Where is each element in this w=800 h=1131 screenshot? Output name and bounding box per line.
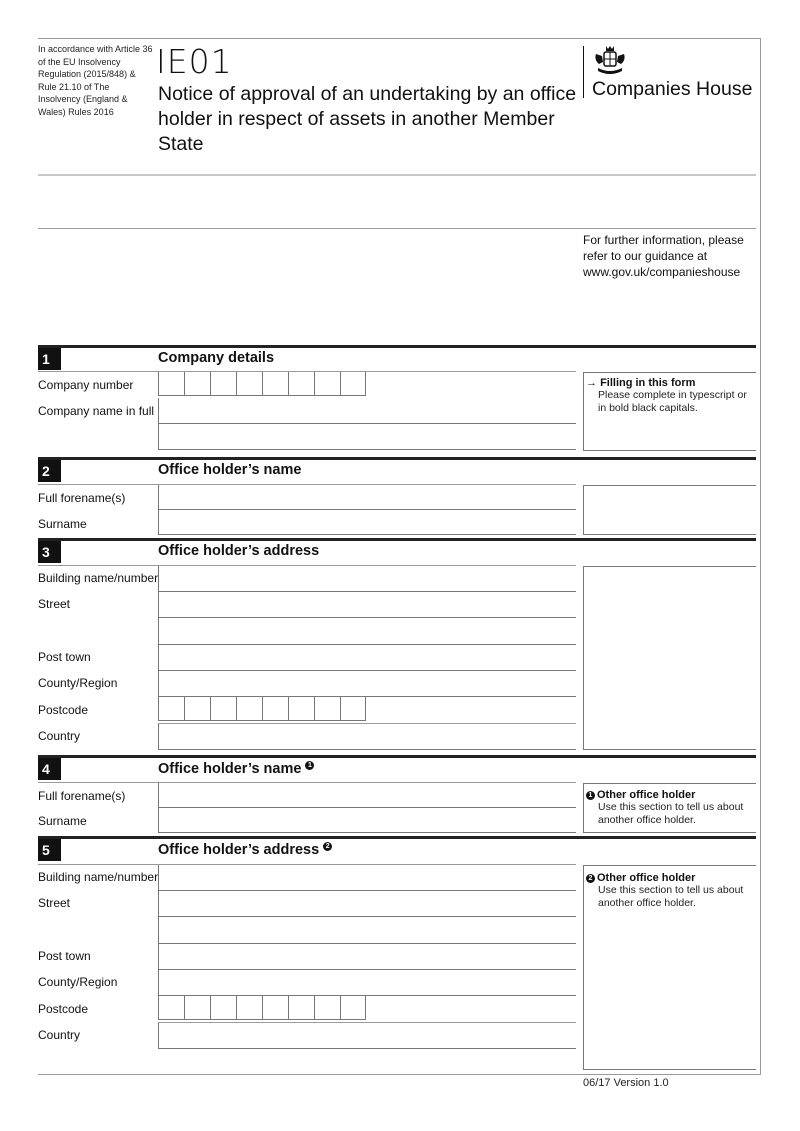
building-field-2[interactable] <box>158 865 576 891</box>
company-number-field[interactable] <box>158 372 366 396</box>
building-field[interactable] <box>158 566 576 592</box>
section-4-title <box>158 760 316 777</box>
street-label-2: Street <box>38 896 71 910</box>
section-5-rule <box>38 836 756 839</box>
company-number-box[interactable] <box>236 372 262 396</box>
section-4-number: 4 <box>38 758 61 780</box>
section-2-rule <box>38 457 756 460</box>
filling-in-note-title-text: Filling in this form <box>600 377 696 389</box>
surname-field-2[interactable] <box>158 808 576 833</box>
section-2-title: Office holder’s name <box>158 462 302 478</box>
post-town-label-2: Post town <box>38 949 91 963</box>
section-1-title: Company details <box>158 350 275 366</box>
section-2-side-box <box>583 485 756 535</box>
postcode-box[interactable] <box>210 996 236 1020</box>
postcode-field[interactable] <box>158 697 366 721</box>
company-number-box[interactable] <box>184 372 210 396</box>
postcode-box[interactable] <box>236 996 262 1020</box>
postcode-box[interactable] <box>158 697 184 721</box>
other-office-holder-note-1-body: Use this section to tell us about another office holder. <box>598 801 744 826</box>
section-3-side-box <box>583 566 756 750</box>
note-marker-2-icon: 2 <box>586 874 595 883</box>
county-field[interactable] <box>158 671 576 697</box>
country-label-2: Country <box>38 1028 81 1042</box>
other-office-holder-note-1-title <box>586 789 756 801</box>
postcode-box[interactable] <box>210 697 236 721</box>
postcode-box[interactable] <box>262 697 288 721</box>
section-4-title-text: Office holder’s name <box>158 761 302 777</box>
section-1-rule <box>38 345 756 348</box>
county-label-2: County/Region <box>38 975 118 989</box>
surname-label: Surname <box>38 517 87 531</box>
arrow-right-icon: → <box>586 377 601 389</box>
postcode-box[interactable] <box>158 996 184 1020</box>
postcode-box[interactable] <box>340 697 366 721</box>
postcode-box[interactable] <box>288 996 314 1020</box>
section-2-number: 2 <box>38 460 61 482</box>
postcode-box[interactable] <box>340 996 366 1020</box>
post-town-label: Post town <box>38 650 91 664</box>
company-number-box[interactable] <box>340 372 366 396</box>
other-office-holder-note-1-title-text: Other office holder <box>597 789 696 801</box>
postcode-field-2[interactable] <box>158 996 366 1020</box>
royal-crest-icon <box>592 44 628 78</box>
company-number-box[interactable] <box>288 372 314 396</box>
street-field-2-line-1[interactable] <box>158 891 576 917</box>
forename-label-2: Full forename(s) <box>38 789 126 803</box>
county-label: County/Region <box>38 676 118 690</box>
section-4-rule <box>38 755 756 758</box>
form-code: IE01 <box>156 42 233 81</box>
form-version: 06/17 Version 1.0 <box>583 1077 669 1089</box>
forename-field-2[interactable] <box>158 783 576 808</box>
page-frame-top <box>38 38 761 39</box>
company-number-box[interactable] <box>262 372 288 396</box>
other-office-holder-note-2 <box>583 865 756 1070</box>
building-label: Building name/number <box>38 571 159 585</box>
header-rule <box>38 174 756 176</box>
building-label-2: Building name/number <box>38 870 159 884</box>
other-office-holder-note-1 <box>583 783 756 833</box>
page-frame-bottom <box>38 1074 761 1075</box>
country-field-2[interactable] <box>158 1023 576 1049</box>
postcode-box[interactable] <box>288 697 314 721</box>
filling-in-note-title <box>586 377 756 389</box>
postcode-box[interactable] <box>314 996 340 1020</box>
other-office-holder-note-2-body: Use this section to tell us about another office holder. <box>598 884 744 909</box>
section-3-number: 3 <box>38 541 61 563</box>
street-label: Street <box>38 597 71 611</box>
street-field-2-line-2[interactable] <box>158 917 576 944</box>
filling-in-note <box>583 372 756 451</box>
note-marker-1 <box>305 760 316 771</box>
note-marker-1-icon: 1 <box>586 791 595 800</box>
country-field[interactable] <box>158 724 576 750</box>
other-office-holder-note-2-title <box>586 872 756 884</box>
company-number-box[interactable] <box>210 372 236 396</box>
postcode-label-2: Postcode <box>38 1002 89 1016</box>
other-office-holder-note-2-title-text: Other office holder <box>597 872 696 884</box>
forename-field[interactable] <box>158 485 576 510</box>
brand-name: Companies House <box>592 78 753 100</box>
surname-field[interactable] <box>158 510 576 535</box>
note-marker-2-text: 2 <box>323 842 332 851</box>
postcode-box[interactable] <box>314 697 340 721</box>
post-town-field-2[interactable] <box>158 944 576 970</box>
page-frame-right <box>760 38 761 1075</box>
section-5-number: 5 <box>38 839 61 861</box>
post-town-field[interactable] <box>158 645 576 671</box>
section-3-title: Office holder’s address <box>158 543 320 559</box>
form-title: Notice of approval of an undertaking by an office holder in respect of assets in another Member State <box>158 83 577 155</box>
street-field-line-1[interactable] <box>158 592 576 618</box>
section-1-number: 1 <box>38 348 61 370</box>
postcode-box[interactable] <box>236 697 262 721</box>
postcode-box[interactable] <box>184 996 210 1020</box>
brand-divider <box>583 46 584 98</box>
company-name-label: Company name in full <box>38 404 155 418</box>
guidance-note: For further information, please refer to our guidance at www.gov.uk/companieshouse <box>583 233 744 279</box>
street-field-line-2[interactable] <box>158 618 576 645</box>
section-5-title-text: Office holder’s address <box>158 842 320 858</box>
section-3-rule-right <box>576 538 756 541</box>
legal-note: In accordance with Article 36 of the EU Insolvency Regulation (2015/848) & Rule 21.10 of The Insolvency (England & Wales) Rules 2016 <box>38 44 153 117</box>
surname-label-2: Surname <box>38 814 87 828</box>
filling-in-note-body: Please complete in typescript or in bold black capitals. <box>598 389 747 414</box>
company-number-box[interactable] <box>158 372 184 396</box>
forename-label: Full forename(s) <box>38 491 126 505</box>
postcode-box[interactable] <box>262 996 288 1020</box>
company-name-field-line-2[interactable] <box>158 424 576 450</box>
note-marker-2 <box>323 841 334 852</box>
section-5-title <box>158 841 334 858</box>
company-number-label: Company number <box>38 378 134 392</box>
section-3-rule <box>38 538 576 541</box>
note-marker-1-text: 1 <box>305 761 314 770</box>
postcode-label: Postcode <box>38 703 89 717</box>
company-name-field-line-1[interactable] <box>158 398 576 424</box>
header-rule-2 <box>38 228 756 229</box>
country-label: Country <box>38 729 81 743</box>
company-number-box[interactable] <box>314 372 340 396</box>
county-field-2[interactable] <box>158 970 576 996</box>
postcode-box[interactable] <box>184 697 210 721</box>
